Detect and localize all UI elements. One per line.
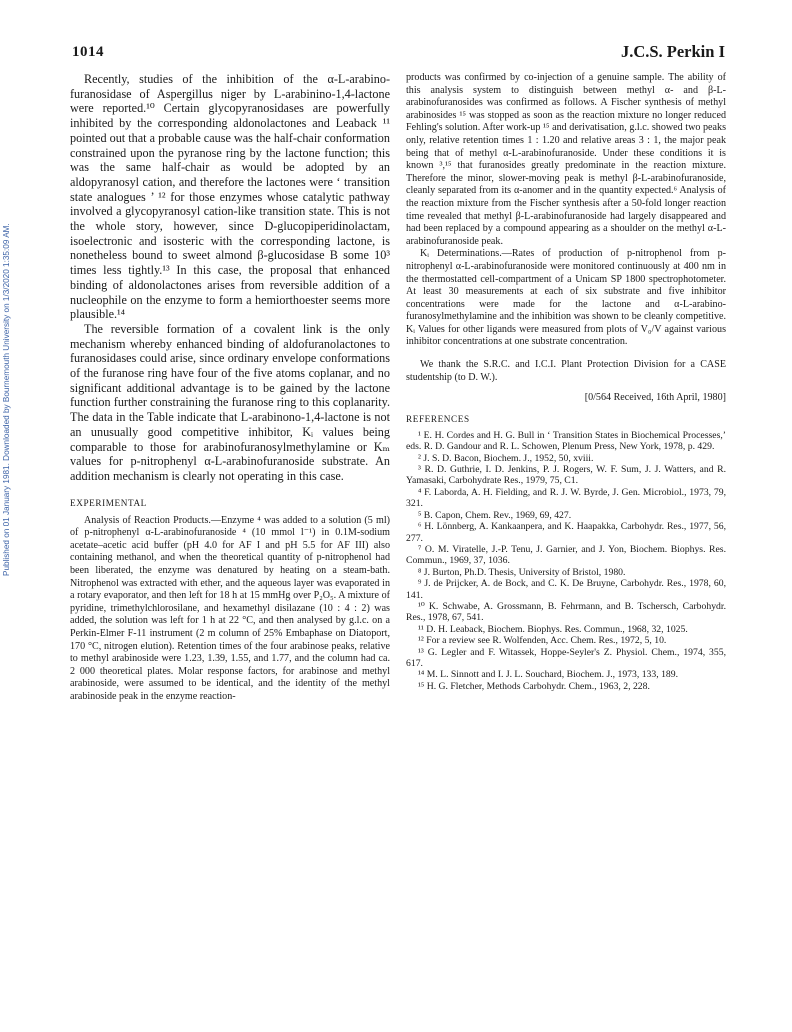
reference-item: ³ R. D. Guthrie, I. D. Jenkins, P. J. Rogers, W. F. Sum, J. J. Watters, and R. Yamasaki, Carbohydrate Res., 1979, 75, C1. xyxy=(406,464,726,487)
discussion-paragraph: The reversible formation of a covalent link is the only mechanism whereby enhanced binding of aldofuranolactones to furanosidases could arise, since ordinary envelope conformations of the furanose ring have four of the five atoms coplanar, and no significant additional advantage is to be gained by the lactone function further constraining the furanose ring to this coplanarity. The data in the Table indicate that L-arabinono-1,4-lactone is not an unusually good competitive inhibitor, Kᵢ values being comparable to those for arabinofuranosylmethylamine or Kₘ values for p-nitrophenyl α-L-arabinofuranoside substrate. An addition mechanism is clearly not operating in this case. xyxy=(70,321,390,483)
reference-item: ⁵ B. Capon, Chem. Rev., 1969, 69, 427. xyxy=(418,509,572,521)
reference-item: ⁴ F. Laborda, A. H. Fielding, and R. J. W. Byrde, J. Gen. Microbiol., 1973, 79, 321. xyxy=(406,486,726,510)
reference-item: ¹⁰ K. Schwabe, A. Grossmann, B. Fehrmann, and B. Tschersch, Carbohydr. Res., 1978, 67, 541. xyxy=(406,600,726,624)
reference-item: ⁸ J. Burton, Ph.D. Thesis, University of Bristol, 1980. xyxy=(418,566,626,578)
reference-item: ¹⁴ M. L. Sinnott and I. J. L. Souchard, Biochem. J., 1973, 133, 189. xyxy=(418,669,679,681)
download-notice[interactable]: Published on 01 January 1981. Downloaded by Bournemouth University on 1/3/2020 1:35:09 AM. xyxy=(2,223,11,577)
right-column xyxy=(406,72,726,692)
intro-paragraph: Recently, studies of the inhibition of the α-L-arabinofuranosidase of Aspergillus niger by L-arabinino-1,4-lactone were reported.¹⁰ Certain glycopyranosidases are powerfully inhibited by the corresponding aldonolactones and Leaback ¹¹ pointed out that a probable cause was the half-chair conformation constrained upon the pyranose ring by the lactone function; this was the same half-chair as would be adopted by an aldopyranosyl cation, and therefore the lactones were ‘ transition state analogues ’ ¹² for those enzymes whose catalytic pathway involved a glycopyranosyl cation-like transition state. This is not the whole story, however, since D-glucopiperidinolactam, isoelectronic and isosteric with the corresponding lactone, is nonetheless bound to sweet almond β-glucosidase B some 10³ times less tightly.¹³ In this case, the proposal that enhanced binding of aldonolactones arises from reversible addition of a nucleophile on the enzyme to form a hemiorthoester seems more plausible.¹⁴ xyxy=(70,72,390,322)
page-number: 1014 xyxy=(72,44,104,60)
reference-item: ¹⁵ H. G. Fletcher, Methods Carbohydr. Chem., 1963, 2, 228. xyxy=(418,680,650,692)
reference-item: ¹¹ D. H. Leaback, Biochem. Biophys. Res. Commun., 1968, 32, 1025. xyxy=(418,623,688,635)
journal-title: J.C.S. Perkin I xyxy=(620,42,725,61)
left-column xyxy=(70,72,390,704)
ki-determinations-paragraph: Kᵢ Determinations.—Rates of production of p-nitrophenol from p-nitrophenyl α-L-arabinofuranoside were monitored continuously at 400 nm in the thermostatted cell-compartment of a Unicam SP 1800 spectrophotometer. At least 30 measurements at each of six substrate and five inhibitor concentrations were made for the lactone and α-L-arabinofuranosylmethylamine and the inhibition was shown to be cleanly competitive. Kᵢ Values for other ligands were measured from plots of V₀/V against various inhibitor concentrations at one substrate concentration. xyxy=(406,248,726,348)
analysis-paragraph: Analysis of Reaction Products.—Enzyme ⁴ was added to a solution (5 ml) of p-nitrophenyl α-L-arabinofuranoside ⁴ (10 mmol l⁻¹) in 0.1M-sodium acetate–acetic acid buffer (pH 4.0 for AF I and pH 5.5 for AF III) also containing methanol, and when the theoretical quantity of p-nitrophenol had been liberated, the enzyme was denatured by heating on a steam-bath. Nitrophenol was extracted with ether, and the aqueous layer was evaporated in a rotary evaporator, and then left for 18 h at 15 mmHg over P₂O₅. A mixture of pyridine, trimethylchlorosilane, and hexamethyl disilazane (10 : 4 : 2) was added, the solution was left for 1 h at 22 °C, and then analysed by g.l.c. on a Perkin-Elmer F-11 instrument (2 m column of 25% Embaphase on Diatoport, 170 °C, nitrogen elution). Retention times of the four arabinose peaks, relative to methyl arabinoside were 1.23, 1.39, 1.55, and 1.77, and the column had ca. 2 000 theoretical plates. Molar response factors, for arabinose and methyl arabinoside, were assumed to be identical, and the identity of the methyl arabinoside peak in the enzyme reaction- xyxy=(70,514,390,702)
reference-item: ¹³ G. Legler and F. Witassek, Hoppe-Seyler's Z. Physiol. Chem., 1974, 355, 617. xyxy=(406,646,726,669)
references-list xyxy=(406,430,726,692)
reference-item: ⁷ O. M. Viratelle, J.-P. Tenu, J. Garnier, and J. Yon, Biochem. Biophys. Res. Commun., 1969, 37, 1036. xyxy=(406,543,726,567)
reference-item: ⁹ J. de Prijcker, A. de Bock, and C. K. De Bruyne, Carbohydr. Res., 1978, 60, 141. xyxy=(406,578,726,601)
reference-item: ⁶ H. Lönnberg, A. Kankaanpera, and K. Haapakka, Carbohydr. Res., 1977, 56, 277. xyxy=(406,521,726,544)
reference-item: ¹² For a review see R. Wolfenden, Acc. Chem. Res., 1972, 5, 10. xyxy=(418,635,667,647)
reference-item: ¹ E. H. Cordes and H. G. Bull in ‘ Transition States in Biochemical Processes,’ eds. R. D. Gandour and R. L. Schowen, Plenum Press, New York, 1978, p. 429. xyxy=(406,429,726,453)
references-heading: REFERENCES xyxy=(406,413,470,424)
analysis-continued-paragraph: products was confirmed by co-injection of a genuine sample. The ability of this analysis system to distinguish between methyl α- and β-L-arabinofuranosides was confirmed as follows. A Fischer synthesis of methyl arabinosides ¹⁵ was stopped as soon as the reaction mixture no longer reduced Fehling's solution. After work-up ¹⁵ and derivatisation, g.l.c. showed two peaks only, relative retention times 1 : 1.20 and relative areas 3 : 1, the major peak being that of methyl α-L-arabinofuranoside. Under these conditions it is known ³,¹⁵ that furanosides greatly predominate in the reaction mixture. Therefore the minor, slower-moving peak is methyl β-L-arabinofuranoside, cleanly separated from its α-anomer and in the quantity expected.⁶ Analysis of the reaction mixture from the Fischer synthesis after a 50-fold longer reaction time revealed that methyl β-L-arabinofuranoside had largely disappeared and had been replaced by a compound appearing as a shoulder on the methyl α-L-arabinofuranoside peak. xyxy=(406,72,726,247)
acknowledgement-paragraph: We thank the S.R.C. and I.C.I. Plant Protection Division for a CASE studentship (to D. W.). xyxy=(406,359,726,383)
reference-item: ² J. S. D. Bacon, Biochem. J., 1952, 50, xviii. xyxy=(418,452,594,464)
received-date: [0/564 Received, 16th April, 1980] xyxy=(584,392,726,404)
experimental-heading: EXPERIMENTAL xyxy=(70,497,147,508)
